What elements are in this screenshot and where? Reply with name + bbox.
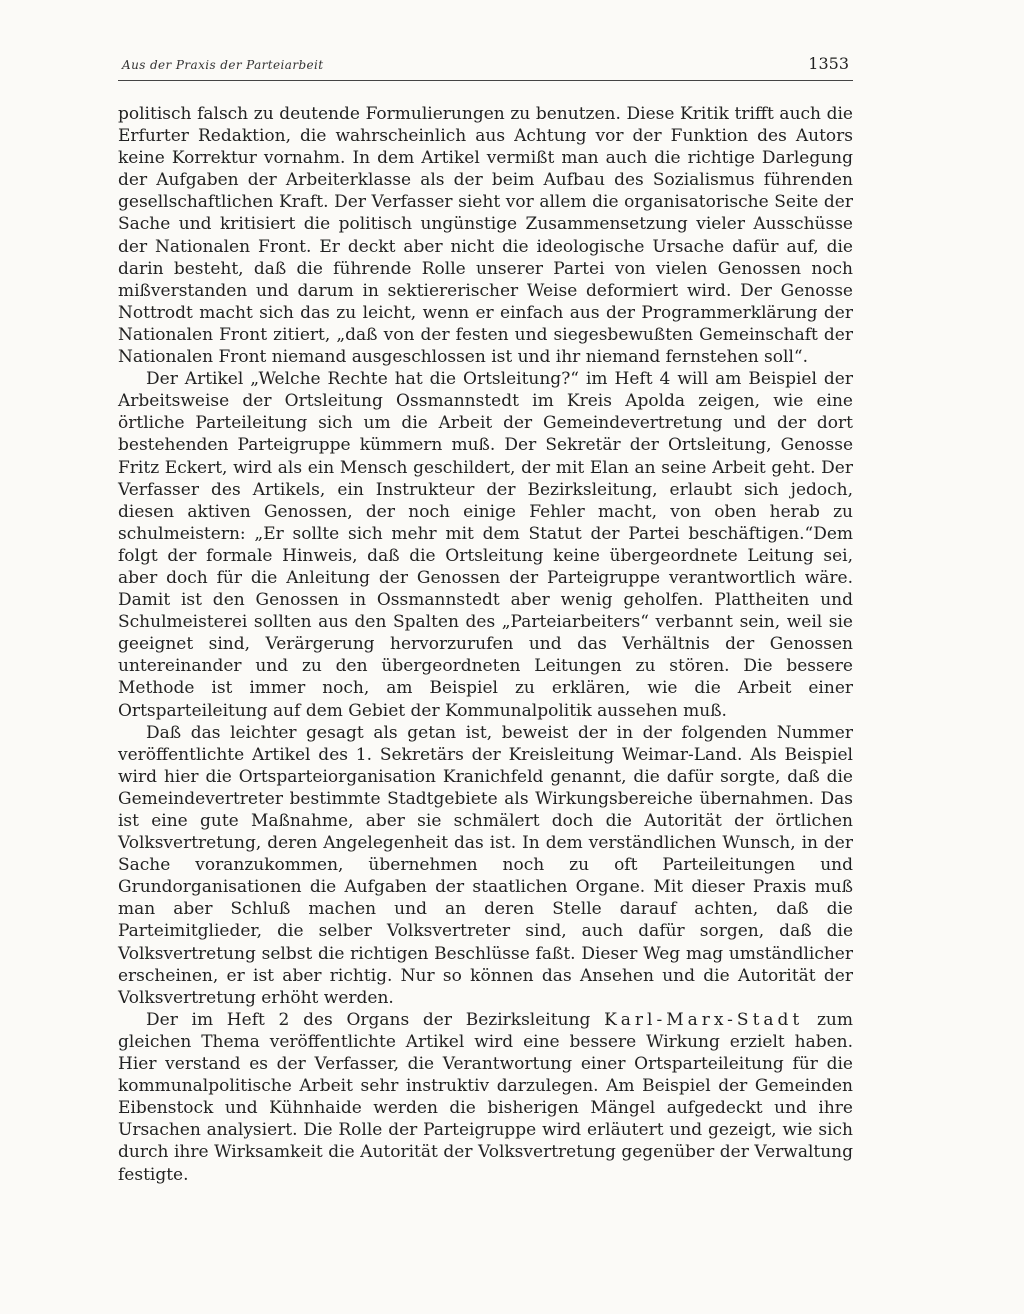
page-number: 1353 (808, 54, 849, 73)
emphasized-place-name: Karl-Marx-Stadt (604, 1009, 804, 1030)
paragraph-4-start: Der im Heft 2 des Organs der Bezirksleitung (146, 1009, 605, 1030)
paragraph-4-end: zum gleichen Thema veröffentlichte Artikel wird eine bessere Wirkung erzielt haben. Hier verstand es der Verfasser, die Verantwortung einer Ortsparteileitung für die kommunalpolitische Arbeit sehr instruktiv darzulegen. Am Beispiel der Gemeinden Eibenstock und Kühnhaide werden die bisherigen Mängel aufgedeckt und ihre Ursachen analysiert. Die Rolle der Parteigruppe wird erläutert und gezeigt, wie sich durch ihre Wirksamkeit die Autorität der Volksvertretung gegenüber der Verwaltung festigte. (118, 1009, 853, 1185)
paragraph-4 (118, 1009, 853, 1186)
paragraph-3: Daß das leichter gesagt als getan ist, beweist der in der folgenden Nummer veröffentlichte Artikel des 1. Sekretärs der Kreisleitung Weimar-Land. Als Beispiel wird hier die Ortsparteiorganisation Kranichfeld genannt, die dafür sorgte, daß die Gemeindevertreter bestimmte Stadtgebiete als Wirkungsbereiche übernahmen. Das ist eine gute Maßnahme, aber sie schmälert doch die Autorität der örtlichen Volksvertretung, deren Angelegenheit das ist. In dem verständlichen Wunsch, in der Sache voranzukommen, übernehmen noch zu oft Parteileitungen und Grundorganisationen die Aufgaben der staatlichen Organe. Mit dieser Praxis muß man aber Schluß machen und an deren Stelle darauf achten, daß die Parteimitglieder, die selber Volksvertreter sind, auch dafür sorgen, daß die Volksvertretung selbst die richtigen Beschlüsse faßt. Dieser Weg mag umständlicher erscheinen, er ist aber richtig. Nur so können das Ansehen und die Autorität der Volksvertretung erhöht werden. (118, 722, 853, 1008)
paragraph-1: politisch falsch zu deutende Formulierungen zu benutzen. Diese Kritik trifft auch die Erfurter Redaktion, die wahrscheinlich aus Achtung vor der Funktion des Autors keine Korrektur vornahm. In dem Artikel vermißt man auch die richtige Darlegung der Aufgaben der Arbeiterklasse als der beim Aufbau des Sozialismus führenden gesellschaftlichen Kraft. Der Verfasser sieht vor allem die organisatorische Seite der Sache und kritisiert die politisch ungünstige Zusammensetzung vieler Ausschüsse der Nationalen Front. Er deckt aber nicht die ideologische Ursache dafür auf, die darin besteht, daß die führende Rolle unserer Partei von vielen Genossen noch mißverstanden und darum in sektiererischer Weise deformiert wird. Der Genosse Nottrodt macht sich das zu leicht, wenn er einfach aus der Programmerklärung der Nationalen Front zitiert, „daß von der festen und siegesbewußten Gemeinschaft der Nationalen Front niemand ausgeschlossen ist und ihr niemand fernstehen soll“. (118, 104, 853, 368)
header-rule (118, 80, 853, 81)
article-body (118, 103, 853, 1186)
running-header-title: Aus der Praxis der Parteiarbeit (122, 58, 324, 72)
paragraph-2: Der Artikel „Welche Rechte hat die Ortsleitung?“ im Heft 4 will am Beispiel der Arbeitsweise der Ortsleitung Ossmannstedt im Kreis Apolda zeigen, wie eine örtliche Parteileitung sich um die Arbeit der Gemeindevertretung und der dort bestehenden Parteigruppe kümmern muß. Der Sekretär der Ortsleitung, Genosse Fritz Eckert, wird als ein Mensch geschildert, der mit Elan an seine Arbeit geht. Der Verfasser des Artikels, ein Instrukteur der Bezirksleitung, erlaubt sich jedoch, diesen aktiven Genossen, der noch einige Fehler macht, von oben herab zu schulmeistern: „Er sollte sich mehr mit dem Statut der Partei beschäftigen.“Dem folgt der formale Hinweis, daß die Ortsleitung keine übergeordnete Leitung sei, aber doch für die Anleitung der Genossen der Parteigruppe verantwortlich wäre. Damit ist den Genossen in Ossmannstedt aber wenig geholfen. Plattheiten und Schulmeisterei sollten aus den Spalten des „Parteiarbeiters“ verbannt sein, weil sie geeignet sind, Verärgerung hervorzurufen und das Verhältnis der Genossen untereinander und zu den übergeordneten Leitungen zu stören. Die bessere Methode ist immer noch, am Beispiel zu erklären, wie die Arbeit einer Ortsparteileitung auf dem Gebiet der Kommunalpolitik aussehen muß. (118, 369, 853, 721)
running-header (118, 54, 853, 80)
